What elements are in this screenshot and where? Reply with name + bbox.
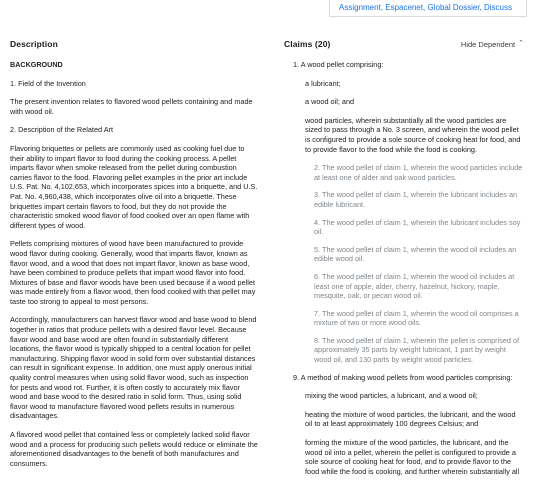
claims-section bbox=[284, 38, 524, 485]
description-body bbox=[10, 60, 258, 468]
related-links-card bbox=[329, 0, 527, 17]
desc-paragraph: Pellets comprising mixtures of wood have been manufactured to provide wood flavor during cooking. Generally, wood that imparts flavor, known as flavor wood, and a wood that does not impart flavor, known as base wood, have been combined to produce pellets that impart wood flavor into food. Mixtures of base and flavor woods have been used because if a wood pellet was made entirely from a flavor wood, then food cooked with that pellet may taste too strong to appeal to most persons. bbox=[10, 239, 256, 306]
dependent-claim-6: 6. The wood pellet of claim 1, wherein the wood oil includes at least one of apple, alder, cherry, hazelnut, hickory, maple, mesquite, oak, or pecan wood oil. bbox=[314, 271, 515, 301]
claim-element: mixing the wood particles, a lubricant, and a wood oil; bbox=[305, 391, 478, 401]
desc-heading-background: BACKGROUND bbox=[10, 60, 63, 69]
desc-paragraph: A flavored wood pellet that contained less or completely lacked solid flavor wood and a process for producing such pellets would reduce or eliminate the aforementioned disadvantages to the benefit of both manufactures and consumers. bbox=[10, 430, 258, 468]
dependent-claim-3: 3. The wood pellet of claim 1, wherein the lubricant includes an edible lubricant. bbox=[314, 190, 518, 209]
claim-element: heating the mixture of wood particles, the lubricant, and the wood oil to at least approximately 100 degrees Celsius; and bbox=[305, 409, 516, 429]
claim-lead: 1. A wood pellet comprising: bbox=[293, 60, 384, 69]
dependent-claim-7: 7. The wood pellet of claim 1, wherein the wood oil comprises a mixture of two or more wood oils. bbox=[314, 308, 519, 328]
claim-element: a lubricant; bbox=[305, 78, 341, 88]
claim-lead: 9. A method of making wood pellets from wood particles comprising: bbox=[293, 372, 513, 382]
claims-title: Claims (20) bbox=[284, 39, 331, 49]
claim-element: forming the mixture of the wood particles, the lubricant, and the wood oil into a pellet, wherein the pellet is configured to provide a sole source of cooking heat for food, and to provide flavor to the food while the food is cooking, and further wherein substantially all bbox=[305, 438, 520, 476]
dependent-claim-8: 8. The wood pellet of claim 1, wherein the pellet is comprised of approximately 35 parts by weight lubricant, 1 part by weight wood oil, and 130 parts by weight wood particles. bbox=[314, 335, 520, 365]
dependent-claim-5: 5. The wood pellet of claim 1, wherein the wood oil includes an edible wood oil. bbox=[314, 244, 517, 264]
claim-9 bbox=[284, 373, 524, 477]
description-section bbox=[10, 38, 258, 477]
description-header bbox=[10, 38, 258, 50]
desc-paragraph: 2. Description of the Related Art bbox=[10, 125, 114, 135]
related-links[interactable]: Assignment, Espacenet, Global Dossier, Discuss bbox=[339, 3, 512, 12]
claims-header bbox=[284, 38, 524, 50]
dependent-claim-2: 2. The wood pellet of claim 1, wherein the wood particles include at least one of alder and oak wood particles. bbox=[314, 163, 523, 182]
description-title: Description bbox=[10, 39, 58, 49]
claim-1 bbox=[284, 60, 524, 365]
desc-paragraph: The present invention relates to flavored wood pellets containing and made with wood oil. bbox=[10, 97, 253, 116]
desc-paragraph: Flavoring briquettes or pellets are commonly used as cooking fuel due to their ability to impart flavor to food during the cooking process. A pellet imparts flavor when smoke released from the pellet during combustion carries flavor to the food. Flavoring pellet examples in the prior art include U.S. Pat. No. 4,102,653, which incorporates spices into a briquette, and U.S. Pat. No. 4,960,438, which incorporates olive oil into a briquette. These briquettes impart certain flavors to food, but they do not provide the characteristic smoked wood flavor of food cooked over an open flame with different types of wood. bbox=[10, 143, 258, 230]
hide-dependent-label: Hide Dependent bbox=[460, 39, 516, 49]
claims-body bbox=[284, 60, 524, 476]
hide-dependent-toggle[interactable] bbox=[461, 40, 524, 49]
claim-element: a wood oil; and bbox=[305, 97, 355, 107]
claim-element: wood particles, wherein substantially all the wood particles are sized to pass through a No. 3 screen, and wherein the wood pellet is configured to provide a sole source of cooking heat for food, and to provide flavor to the food while the food is cooking. bbox=[305, 115, 521, 154]
desc-paragraph: Accordingly, manufacturers can harvest flavor wood and base wood to blend together in ratios that produce pellets with a desired flavor level. Because flavor wood and base wood are often found in substantially different locations, the flavor wood is typically shipped to a central location for pellet manufacturing. Shipping flavor wood in solid form over substantial distances can result in significant expense. In addition, one must apply onerous initial quality control measures when using solid flavor wood, such as inspection for pests and wood rot. Further, it is often costly to accurately mix flavor wood and base wood to the desired ratio in solid form. Thus, using solid flavor wood to manufacture flavored wood pellets results in numerous disadvantages. bbox=[10, 315, 257, 421]
desc-paragraph: 1. Field of the Invention bbox=[10, 78, 86, 88]
dependent-claim-4: 4. The wood pellet of claim 1, wherein the lubricant includes soy oil. bbox=[314, 217, 521, 237]
chevron-up-icon: ⌃ bbox=[518, 40, 524, 47]
